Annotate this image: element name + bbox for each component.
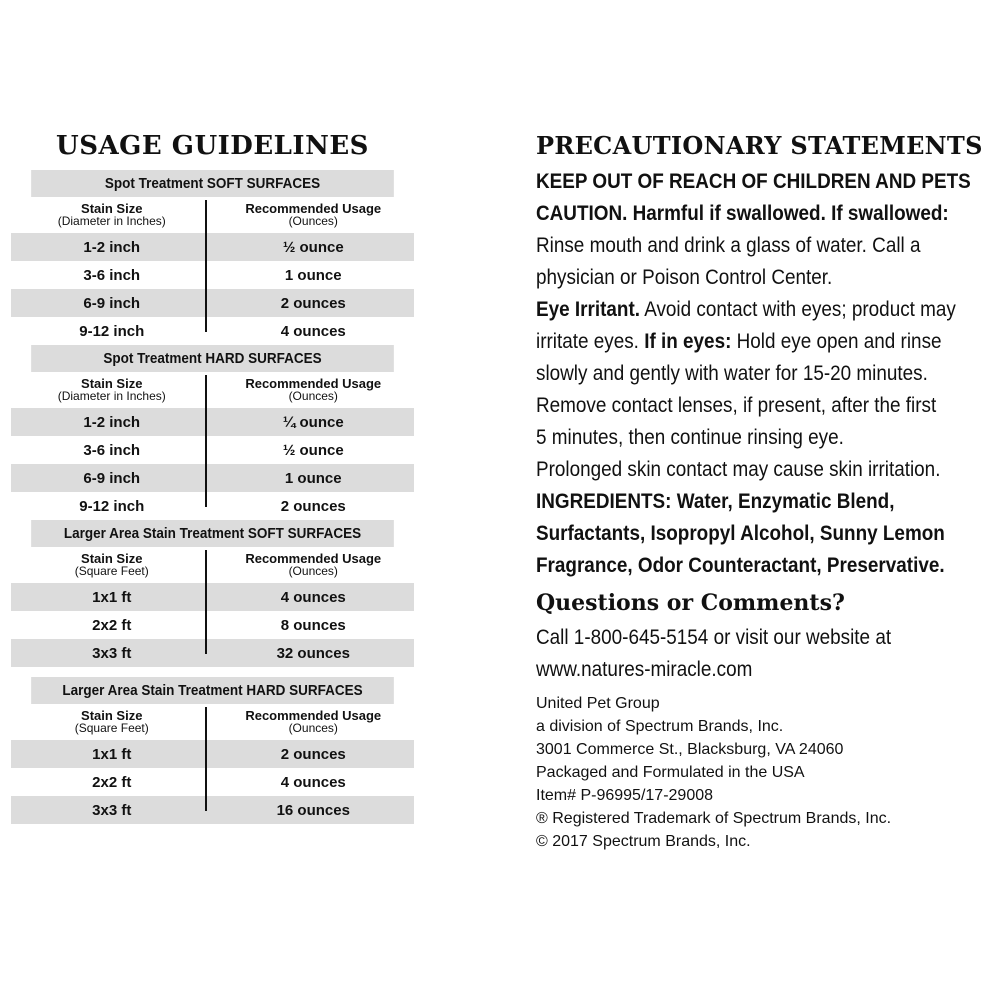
eye-instruction-4: Remove contact lenses, if present, after the first bbox=[536, 394, 937, 417]
ingredients-line-1: INGREDIENTS: Water, Enzymatic Blend, bbox=[536, 490, 895, 513]
column-divider bbox=[205, 707, 207, 811]
website-link[interactable]: www.natures-miracle.com bbox=[536, 658, 753, 681]
table-row: 1-2 inch ½ ounce bbox=[11, 233, 414, 261]
keep-out-warning: KEEP OUT OF REACH OF CHILDREN AND PETS bbox=[536, 170, 971, 193]
table-header bbox=[11, 197, 414, 233]
column-divider bbox=[205, 550, 207, 654]
table-row: 1x1 ft 2 ounces bbox=[11, 740, 414, 768]
usage-section-large-hard bbox=[11, 677, 414, 824]
legal-line: Packaged and Formulated in the USA bbox=[536, 764, 805, 781]
ingredients-line-2: Surfactants, Isopropyl Alcohol, Sunny Lemon bbox=[536, 522, 945, 545]
eye-instruction-1: Eye Irritant. Avoid contact with eyes; product may bbox=[536, 298, 956, 321]
usage-guidelines-title: USAGE GUIDELINES bbox=[56, 131, 369, 161]
table-row: 6-9 inch 1 ounce bbox=[11, 464, 414, 492]
questions-title: Questions or Comments? bbox=[536, 590, 845, 616]
table-header bbox=[11, 547, 414, 583]
legal-line: United Pet Group bbox=[536, 695, 660, 712]
table-row: 9-12 inch 2 ounces bbox=[79, 497, 346, 515]
stain-size-header: Stain Size (Square Feet) bbox=[74, 708, 149, 735]
recommended-usage-header: Recommended Usage (Ounces) bbox=[245, 551, 382, 578]
caution-statement: CAUTION. Harmful if swallowed. If swallowed: bbox=[536, 202, 949, 225]
table-row: 2x2 ft 4 ounces bbox=[92, 773, 346, 791]
section-title: Spot Treatment HARD SURFACES bbox=[31, 345, 394, 372]
table-row: 3-6 inch 1 ounce bbox=[83, 266, 342, 284]
table-row: 2x2 ft 8 ounces bbox=[92, 616, 346, 634]
contact-info bbox=[536, 622, 996, 686]
section-title: Larger Area Stain Treatment SOFT SURFACES bbox=[31, 520, 394, 547]
recommended-usage-header: Recommended Usage (Ounces) bbox=[245, 201, 382, 228]
recommended-usage-header: Recommended Usage (Ounces) bbox=[245, 708, 382, 735]
table-row: 1x1 ft 4 ounces bbox=[11, 583, 414, 611]
table-header bbox=[11, 704, 414, 740]
usage-section-spot-soft bbox=[11, 170, 414, 345]
recommended-usage-header: Recommended Usage (Ounces) bbox=[245, 376, 382, 403]
swallow-instruction-2: physician or Poison Control Center. bbox=[536, 266, 833, 289]
eye-instruction-2: irritate eyes. If in eyes: Hold eye open and rinse bbox=[536, 330, 942, 353]
column-divider bbox=[205, 200, 207, 332]
table-row: 3-6 inch ½ ounce bbox=[83, 441, 344, 459]
eye-instruction-5: 5 minutes, then continue rinsing eye. bbox=[536, 426, 844, 449]
stain-size-header: Stain Size (Square Feet) bbox=[74, 551, 149, 578]
stain-size-header: Stain Size (Diameter in Inches) bbox=[57, 201, 166, 228]
legal-line: a division of Spectrum Brands, Inc. bbox=[536, 718, 784, 735]
usage-section-spot-hard bbox=[11, 345, 414, 520]
swallow-instruction-1: Rinse mouth and drink a glass of water. Call a bbox=[536, 234, 921, 257]
usage-guidelines-panel bbox=[11, 128, 414, 824]
section-title: Larger Area Stain Treatment HARD SURFACES bbox=[31, 677, 394, 704]
table-row: 3x3 ft 16 ounces bbox=[11, 796, 414, 824]
usage-section-large-soft bbox=[11, 520, 414, 667]
table-header bbox=[11, 372, 414, 408]
ingredients-line-3: Fragrance, Odor Counteractant, Preservative. bbox=[536, 554, 945, 577]
eye-instruction-3: slowly and gently with water for 15-20 minutes. bbox=[536, 362, 928, 385]
stain-size-header: Stain Size (Diameter in Inches) bbox=[57, 376, 166, 403]
column-divider bbox=[205, 375, 207, 507]
section-title: Spot Treatment SOFT SURFACES bbox=[31, 170, 394, 197]
table-row: 9-12 inch 4 ounces bbox=[79, 322, 346, 340]
legal-line: 3001 Commerce St., Blacksburg, VA 24060 bbox=[536, 741, 844, 758]
legal-info bbox=[536, 692, 996, 853]
table-row: 3x3 ft 32 ounces bbox=[11, 639, 414, 667]
precautionary-panel bbox=[536, 128, 996, 853]
precautionary-title: PRECAUTIONARY STATEMENTS bbox=[536, 131, 983, 160]
table-row: 1-2 inch ¼ ounce bbox=[11, 408, 414, 436]
legal-line: ® Registered Trademark of Spectrum Brands, Inc. bbox=[536, 810, 892, 827]
contact-line-phone: Call 1-800-645-5154 or visit our website at bbox=[536, 626, 892, 649]
table-row: 6-9 inch 2 ounces bbox=[11, 289, 414, 317]
legal-line: Item# P-96995/17-29008 bbox=[536, 787, 714, 804]
skin-warning: Prolonged skin contact may cause skin irritation. bbox=[536, 458, 941, 481]
legal-line: © 2017 Spectrum Brands, Inc. bbox=[536, 833, 751, 850]
